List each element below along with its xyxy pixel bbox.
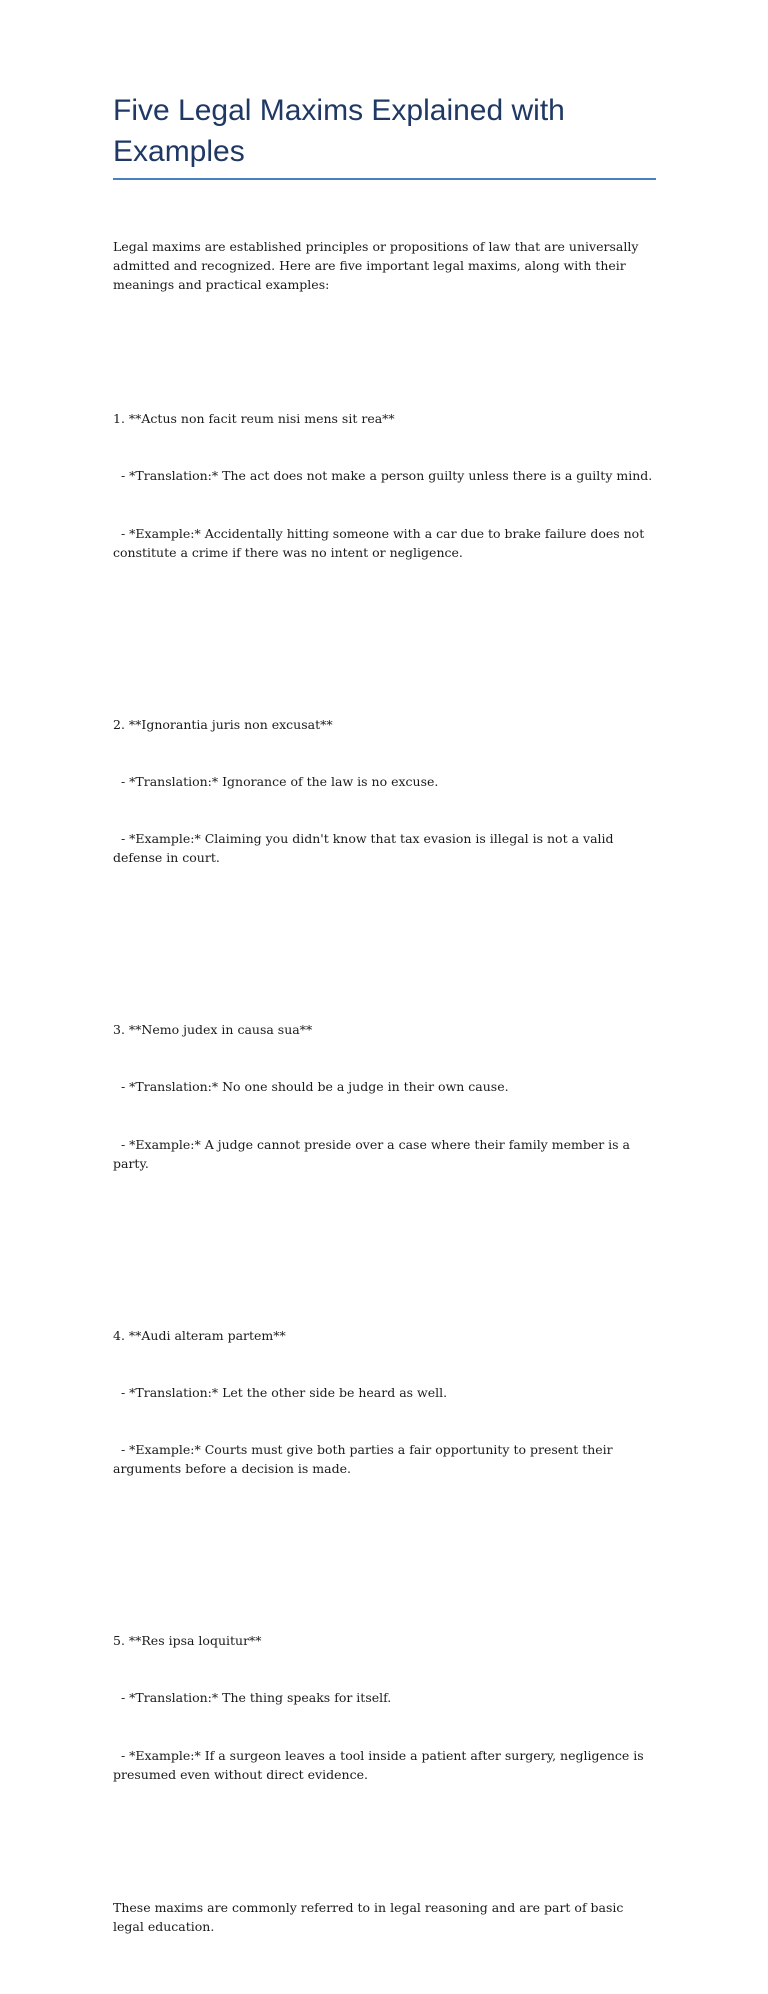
intro-paragraph: Legal maxims are established principles or propositions of law that are universally admitted and recognized. Here are five important legal maxims, along with their meanings and practical examples:: [113, 239, 643, 293]
maxim-heading: 1. **Actus non facit reum nisi mens sit rea**: [113, 411, 395, 427]
maxim-example: - *Example:* Claiming you didn't know that tax evasion is illegal is not a valid defense in court.: [113, 831, 618, 866]
maxim-translation: - *Translation:* The thing speaks for itself.: [113, 1690, 392, 1706]
maxim-heading: 2. **Ignorantia juris non excusat**: [113, 716, 333, 732]
maxim-item-1: [113, 371, 656, 600]
document-title: Five Legal Maxims Explained with Examples: [113, 90, 656, 180]
maxim-item-5: [113, 1593, 656, 1822]
document-body: [113, 199, 656, 1994]
maxim-item-3: [113, 982, 656, 1211]
maxim-item-4: [113, 1287, 656, 1516]
maxim-heading: 5. **Res ipsa loquitur**: [113, 1633, 262, 1649]
maxim-heading: 3. **Nemo judex in causa sua**: [113, 1022, 313, 1038]
document-page: [113, 90, 656, 1994]
maxim-example: - *Example:* Accidentally hitting someone with a car due to brake failure does not constitute a crime if there was no intent or negligence.: [113, 525, 649, 560]
maxim-item-2: [113, 676, 656, 905]
maxim-heading: 4. **Audi alteram partem**: [113, 1327, 286, 1343]
maxim-translation: - *Translation:* Let the other side be heard as well.: [113, 1384, 448, 1400]
maxim-example: - *Example:* A judge cannot preside over a case where their family member is a party.: [113, 1136, 634, 1171]
maxim-example: - *Example:* Courts must give both parties a fair opportunity to present their arguments before a decision is made.: [113, 1442, 617, 1477]
conclusion-paragraph: These maxims are commonly referred to in legal reasoning and are part of basic legal education.: [113, 1900, 628, 1935]
maxim-translation: - *Translation:* No one should be a judge in their own cause.: [113, 1079, 509, 1095]
maxim-example: - *Example:* If a surgeon leaves a tool inside a patient after surgery, negligence is presumed even without direct evidence.: [113, 1747, 648, 1782]
maxim-translation: - *Translation:* Ignorance of the law is no excuse.: [113, 773, 439, 789]
maxim-translation: - *Translation:* The act does not make a person guilty unless there is a guilty mind.: [113, 468, 653, 484]
